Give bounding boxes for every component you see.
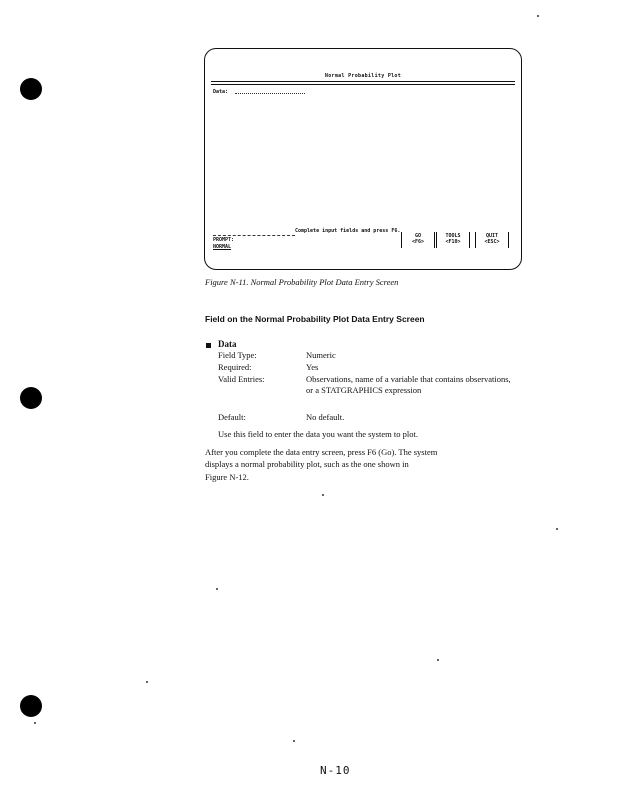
quit-key-code: <ESC> xyxy=(484,239,500,245)
status-message: Complete input fields and press F6. xyxy=(295,228,401,234)
tools-key-label: TOOLS xyxy=(445,233,461,239)
punch-hole-top xyxy=(20,78,42,100)
scan-speck xyxy=(146,681,148,683)
valid-entries-value: Observations, name of a variable that contains observations, or a STATGRAPHICS expression xyxy=(306,374,511,395)
field-type-label: Field Type: xyxy=(218,350,257,360)
default-label: Default: xyxy=(218,412,246,422)
tools-function-key[interactable] xyxy=(436,232,470,248)
bullet-marker xyxy=(206,343,211,348)
go-function-key[interactable] xyxy=(401,232,435,248)
punch-hole-bottom xyxy=(20,695,42,717)
default-value: No default. xyxy=(306,412,345,422)
section-heading: Field on the Normal Probability Plot Data Entry Screen xyxy=(205,314,425,324)
prompt-area xyxy=(213,237,234,251)
scan-speck xyxy=(437,659,439,661)
screen-title: Normal Probability Plot xyxy=(324,73,402,79)
field-type-value: Numeric xyxy=(306,350,336,360)
data-entry-screen-figure xyxy=(204,48,522,270)
valid-entries-label: Valid Entries: xyxy=(218,374,265,384)
field-name: Data xyxy=(218,339,237,349)
punch-hole-middle xyxy=(20,387,42,409)
paragraph-line-2: displays a normal probability plot, such as the one shown in xyxy=(205,459,409,469)
scan-speck xyxy=(537,15,539,17)
scan-speck xyxy=(556,528,558,530)
screen-title-rule-2 xyxy=(211,84,515,85)
figure-caption: Figure N-11. Normal Probability Plot Data Entry Screen xyxy=(205,277,399,287)
quit-function-key[interactable] xyxy=(475,232,509,248)
usage-note: Use this field to enter the data you want the system to plot. xyxy=(218,429,418,439)
scan-speck xyxy=(293,740,295,742)
page-number: N-10 xyxy=(320,764,351,777)
data-input-field[interactable] xyxy=(235,93,305,95)
go-key-code: <F6> xyxy=(411,239,425,245)
paragraph-line-3: Figure N-12. xyxy=(205,472,249,482)
data-field-label: Data: xyxy=(213,89,229,95)
required-value: Yes xyxy=(306,362,319,372)
prompt-value: NORMAL xyxy=(213,244,232,250)
screen-title-rule xyxy=(211,81,515,82)
paragraph-line-1: After you complete the data entry screen, press F6 (Go). The system xyxy=(205,447,438,457)
tools-key-code: <F10> xyxy=(445,239,461,245)
quit-key-label: QUIT xyxy=(485,233,499,239)
status-dash-line xyxy=(213,235,295,236)
go-key-label: GO xyxy=(414,233,422,239)
scan-speck xyxy=(322,494,324,496)
required-label: Required: xyxy=(218,362,252,372)
scan-speck xyxy=(34,722,36,724)
prompt-label: PROMPT: xyxy=(213,237,235,243)
scan-speck xyxy=(216,588,218,590)
